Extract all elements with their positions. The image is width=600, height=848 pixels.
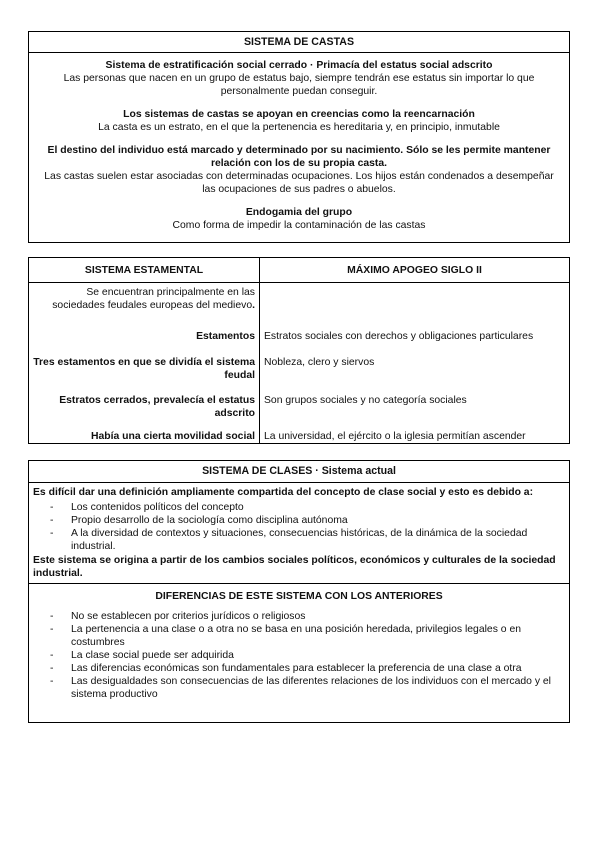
reasons-list (29, 501, 569, 553)
estamental-section (28, 257, 570, 444)
clases-intro: Es difícil dar una definición ampliamente compartida del concepto de clase social y esto es debido a: (33, 487, 534, 498)
list-item: - Propio desarrollo de la sociología como disciplina autónoma (71, 514, 559, 527)
row-value: La universidad, el ejército o la iglesia permitían ascender (264, 430, 526, 442)
clases-title: SISTEMA DE CLASES · Sistema actual (29, 461, 569, 483)
table-row (29, 283, 569, 327)
castas-block-title: Endogamia del grupo (245, 207, 353, 218)
empty-cell (260, 283, 570, 327)
castas-block-title: El destino del individuo está marcado y determinado por su nacimiento. Sólo se les permite mantener relación con los de su propia casta. (47, 145, 551, 169)
estamental-intro: Se encuentran principalmente en las sociedades feudales europeas del medievo (52, 287, 255, 311)
castas-block-text: La casta es un estrato, en el que la pertenencia es hereditaria y, en principio, inmutable (98, 122, 500, 133)
castas-block-title: Sistema de estratificación social cerrado · Primacía del estatus social adscrito (105, 60, 493, 71)
row-label: Estratos cerrados, prevalecía el estatus adscrito (29, 391, 260, 427)
estamental-col-right-header: MÁXIMO APOGEO SIGLO II (260, 258, 570, 283)
differences-list (29, 610, 569, 701)
castas-block (29, 59, 569, 98)
estamental-intro-dot: . (252, 300, 255, 311)
row-value: Son grupos sociales y no categoría sociales (264, 394, 467, 406)
clases-outro: Este sistema se origina a partir de los cambios sociales políticos, económicos y culturales de la sociedad industrial. (29, 553, 569, 584)
list-item: - Los contenidos políticos del concepto (71, 501, 559, 514)
list-item: - La pertenencia a una clase o a otra no se basa en una posición heredada, privilegios legales o en costumbres (71, 623, 559, 649)
castas-section (28, 31, 570, 243)
estamental-table (29, 258, 569, 443)
estamental-col-left-header: SISTEMA ESTAMENTAL (29, 258, 260, 283)
list-item: - Las diferencias económicas son fundamentales para establecer la preferencia de una clase a otra (71, 662, 559, 675)
table-row (29, 427, 569, 443)
castas-title: SISTEMA DE CASTAS (29, 32, 569, 53)
castas-block-text: Las personas que nacen en un grupo de estatus bajo, siempre tendrán ese estatus sin importar lo que personalmente puedan conseguir. (63, 73, 535, 97)
differences-title: DIFERENCIAS DE ESTE SISTEMA CON LOS ANTERIORES (155, 591, 443, 602)
castas-block-text: Como forma de impedir la contaminación de las castas (172, 220, 426, 231)
table-row (29, 391, 569, 427)
row-value: Estratos sociales con derechos y obligaciones particulares (264, 330, 534, 342)
clases-section (28, 460, 570, 723)
estamental-intro-cell (29, 283, 260, 327)
row-label: Había una cierta movilidad social (29, 427, 260, 443)
row-label: Tres estamentos en que se dividía el sistema feudal (29, 353, 260, 391)
castas-block (29, 206, 569, 232)
castas-block (29, 144, 569, 196)
castas-block (29, 108, 569, 134)
table-header-row (29, 258, 569, 283)
row-label: Estamentos (29, 327, 260, 353)
list-item: - La clase social puede ser adquirida (71, 649, 559, 662)
list-item: - No se establecen por criterios jurídicos o religiosos (71, 610, 559, 623)
list-item: - Las desigualdades son consecuencias de las diferentes relaciones de los individuos con el mercado y el sistema productivo (71, 675, 559, 701)
list-item: - A la diversidad de contextos y situaciones, consecuencias históricas, de la dinámica de la sociedad industrial. (71, 527, 559, 553)
castas-block-title: Los sistemas de castas se apoyan en creencias como la reencarnación (123, 109, 475, 120)
table-row (29, 353, 569, 391)
table-row (29, 327, 569, 353)
row-value: Nobleza, clero y siervos (264, 356, 375, 368)
castas-block-text: Las castas suelen estar asociadas con determinadas ocupaciones. Los hijos están condenados a desempeñar las ocupaciones de sus padres o abuelos. (44, 171, 554, 195)
